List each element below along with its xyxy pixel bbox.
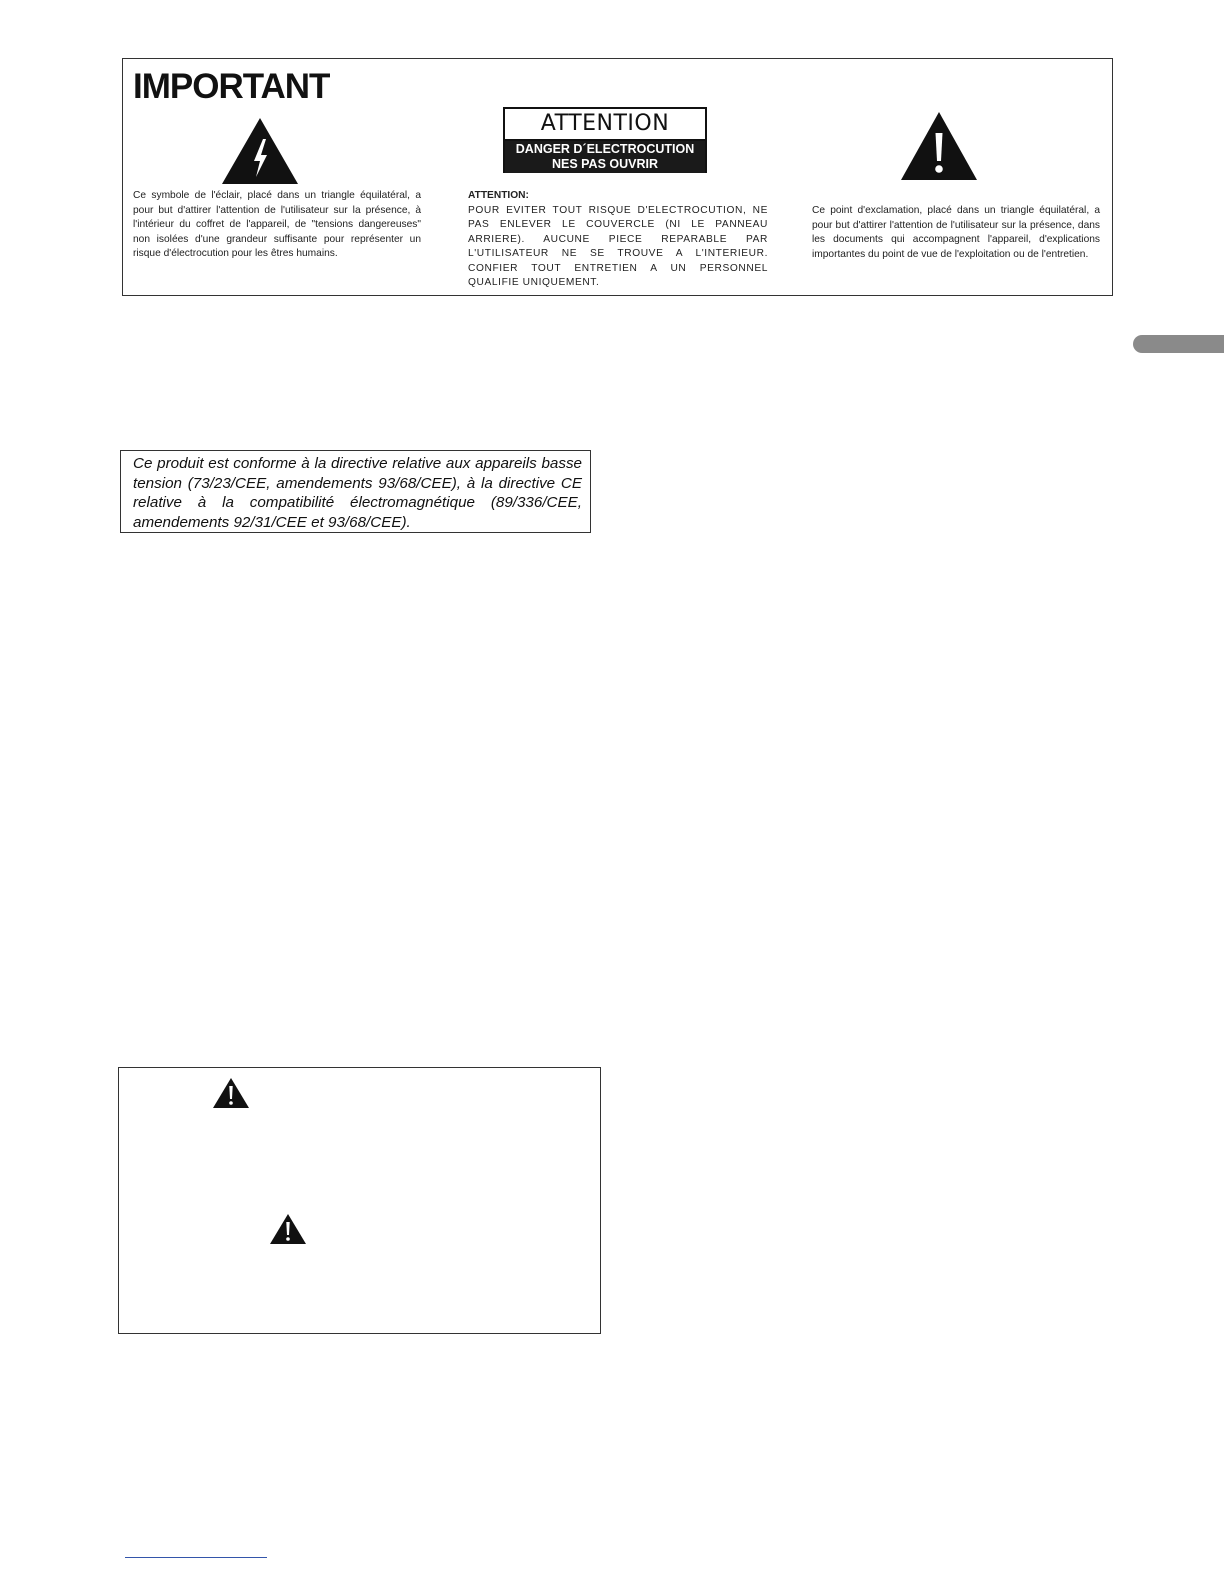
exclamation-symbol-description: Ce point d'exclamation, placé dans un triangle équilatéral, a pour but d'attirer l'attention de l'utilisateur sur la présence, dans les documents qui accompagnent l'appareil, d'explications importantes du point de vue de l'exploitation ou de l'entretien. xyxy=(812,205,1100,260)
language-side-tab xyxy=(1133,335,1224,353)
attention-notice xyxy=(468,189,768,291)
ce-conformity-text: Ce produit est conforme à la directive relative aux appareils basse tension (73/23/CEE, amendements 93/68/CEE), à la directive CE relative à la compatibilité électromagnétique (89/336/CEE, amendements 92/31/CEE et 93/68/CEE). xyxy=(133,455,582,531)
lightning-warning-icon xyxy=(221,117,299,185)
attention-heading: ATTENTION: xyxy=(468,190,529,201)
caution-triangle-icon xyxy=(212,1077,250,1109)
important-safety-box xyxy=(122,58,1113,296)
attention-warning-label xyxy=(503,107,707,173)
attention-label-danger xyxy=(505,141,705,173)
footer-rule xyxy=(125,1557,267,1558)
caution-triangle-icon xyxy=(269,1213,307,1245)
lightning-symbol-description: Ce symbole de l'éclair, placé dans un triangle équilatéral, a pour but d'attirer l'attention de l'utilisateur sur la présence, à l'intérieur du coffret de l'appareil, de "tensions dangereuses" non isolées d'une grandeur suffisante pour représenter un risque d'électrocution pour les êtres humains. xyxy=(133,190,421,259)
attention-label-line2: NES PAS OUVRIR xyxy=(551,157,659,171)
important-title: IMPORTANT xyxy=(133,67,330,106)
ce-conformity-box xyxy=(120,450,591,533)
exclamation-warning-icon xyxy=(900,111,978,181)
attention-label-top: ATTENTION xyxy=(505,109,705,141)
caution-box xyxy=(118,1067,601,1334)
attention-body: POUR EVITER TOUT RISQUE D'ELECTROCUTION, NE PAS ENLEVER LE COUVERCLE (NI LE PANNEAU ARRIERE). AUCUNE PIECE REPARABLE PAR L'UTILISATEUR NE SE TROUVE A L'INTERIEUR. CONFIER TOUT ENTRETIEN A UN PERSONNEL QUALIFIE UNIQUEMENT. xyxy=(468,204,768,288)
attention-label-line1: DANGER D´ELECTROCUTION xyxy=(515,142,695,156)
